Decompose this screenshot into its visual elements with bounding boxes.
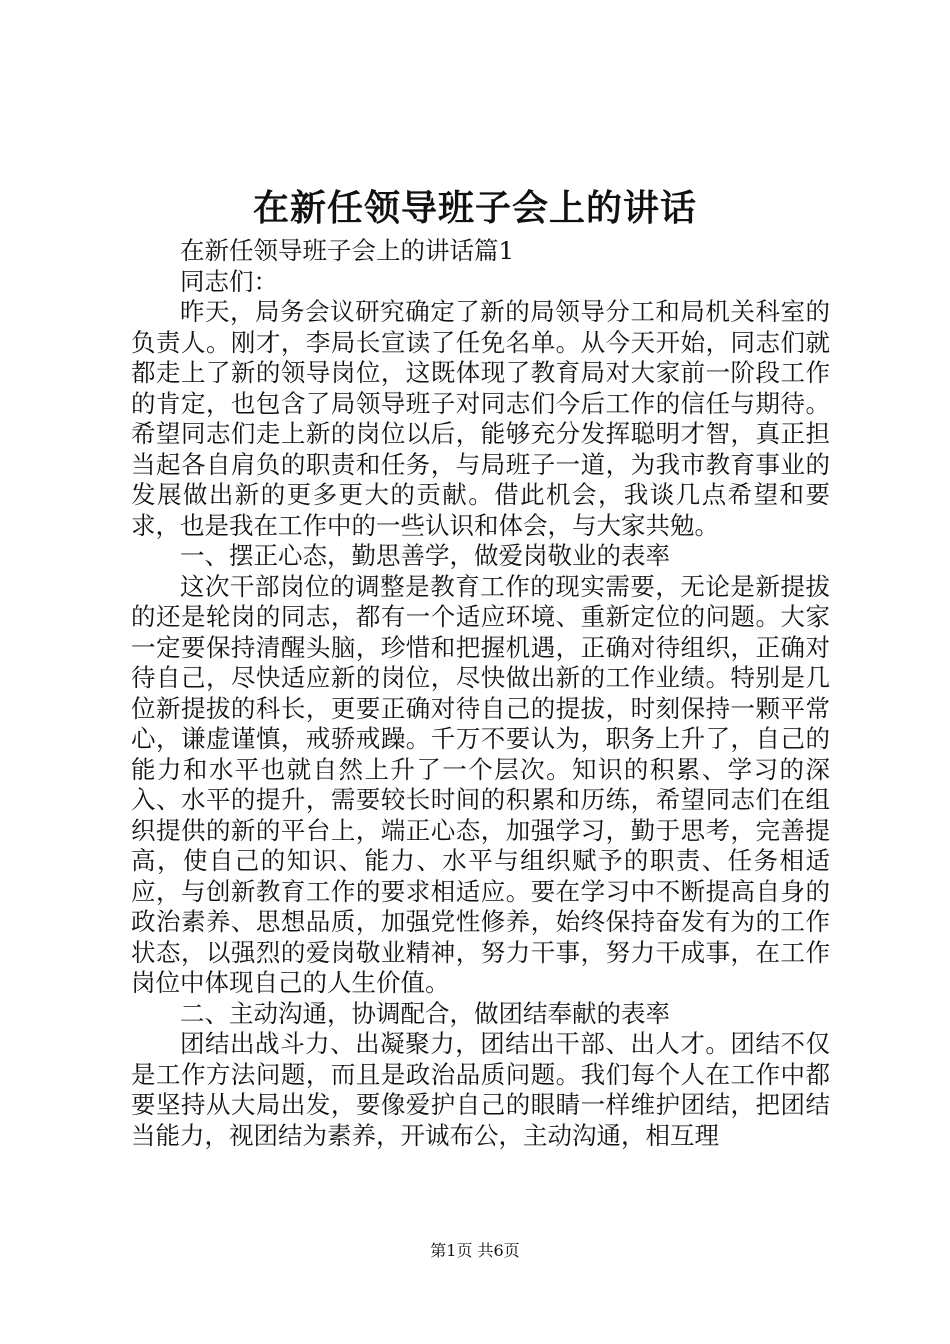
body-paragraph: 昨天，局务会议研究确定了新的局领导分工和局机关科室的负责人。刚才，李局长宣读了任免名单。从今天开始，同志们就都走上了新的领导岗位，这既体现了教育局对大家前一阶段工作的肯定，也包含了局领导班子对同志们今后工作的信任与期待。希望同志们走上新的岗位以后，能够充分发挥聪明才智，真正担当起各自肩负的职责和任务，与局班子一道，为我市教育事业的发展做出新的更多更大的贡献。借此机会，我谈几点希望和要求，也是我在工作中的一些认识和体会，与大家共勉。	[131, 297, 830, 540]
document-body	[131, 236, 830, 1151]
section-heading: 二、主动沟通，协调配合，做团结奉献的表率	[180, 998, 670, 1028]
salutation: 同志们：	[180, 266, 278, 296]
page-footer	[0, 1240, 950, 1262]
section-subtitle: 在新任领导班子会上的讲话篇1	[180, 236, 515, 265]
body-paragraph: 这次干部岗位的调整是教育工作的现实需要，无论是新提拔的还是轮岗的同志，都有一个适应环境、重新定位的问题。大家一定要保持清醒头脑，珍惜和把握机遇，正确对待组织，正确对待自己，尽快适应新的岗位，尽快做出新的工作业绩。特别是几位新提拔的科长，更要正确对待自己的提拔，时刻保持一颗平常心，谦虚谨慎，戒骄戒躁。千万不要认为，职务上升了，自己的能力和水平也就自然上升了一个层次。知识的积累、学习的深入、水平的提升，需要较长时间的积累和历练，希望同志们在组织提供的新的平台上，端正心态，加强学习，勤于思考，完善提高，使自己的知识、能力、水平与组织赋予的职责、任务相适应，与创新教育工作的要求相适应。要在学习中不断提高自身的政治素养、思想品质，加强党性修养，始终保持奋发有为的工作状态，以强烈的爱岗敬业精神，努力干事，努力干成事，在工作岗位中体现自己的人生价值。	[131, 571, 830, 997]
document-title: 在新任领导班子会上的讲话	[252, 187, 697, 229]
body-paragraph: 团结出战斗力、出凝聚力，团结出干部、出人才。团结不仅是工作方法问题，而且是政治品质问题。我们每个人在工作中都要坚持从大局出发，要像爱护自己的眼睛一样维护团结，把团结当能力，视团结为素养，开诚布公，主动沟通，相互理	[131, 1029, 830, 1150]
page-number: 第1页 共6页	[430, 1241, 520, 1260]
section-heading: 一、摆正心态，勤思善学，做爱岗敬业的表率	[180, 541, 670, 570]
